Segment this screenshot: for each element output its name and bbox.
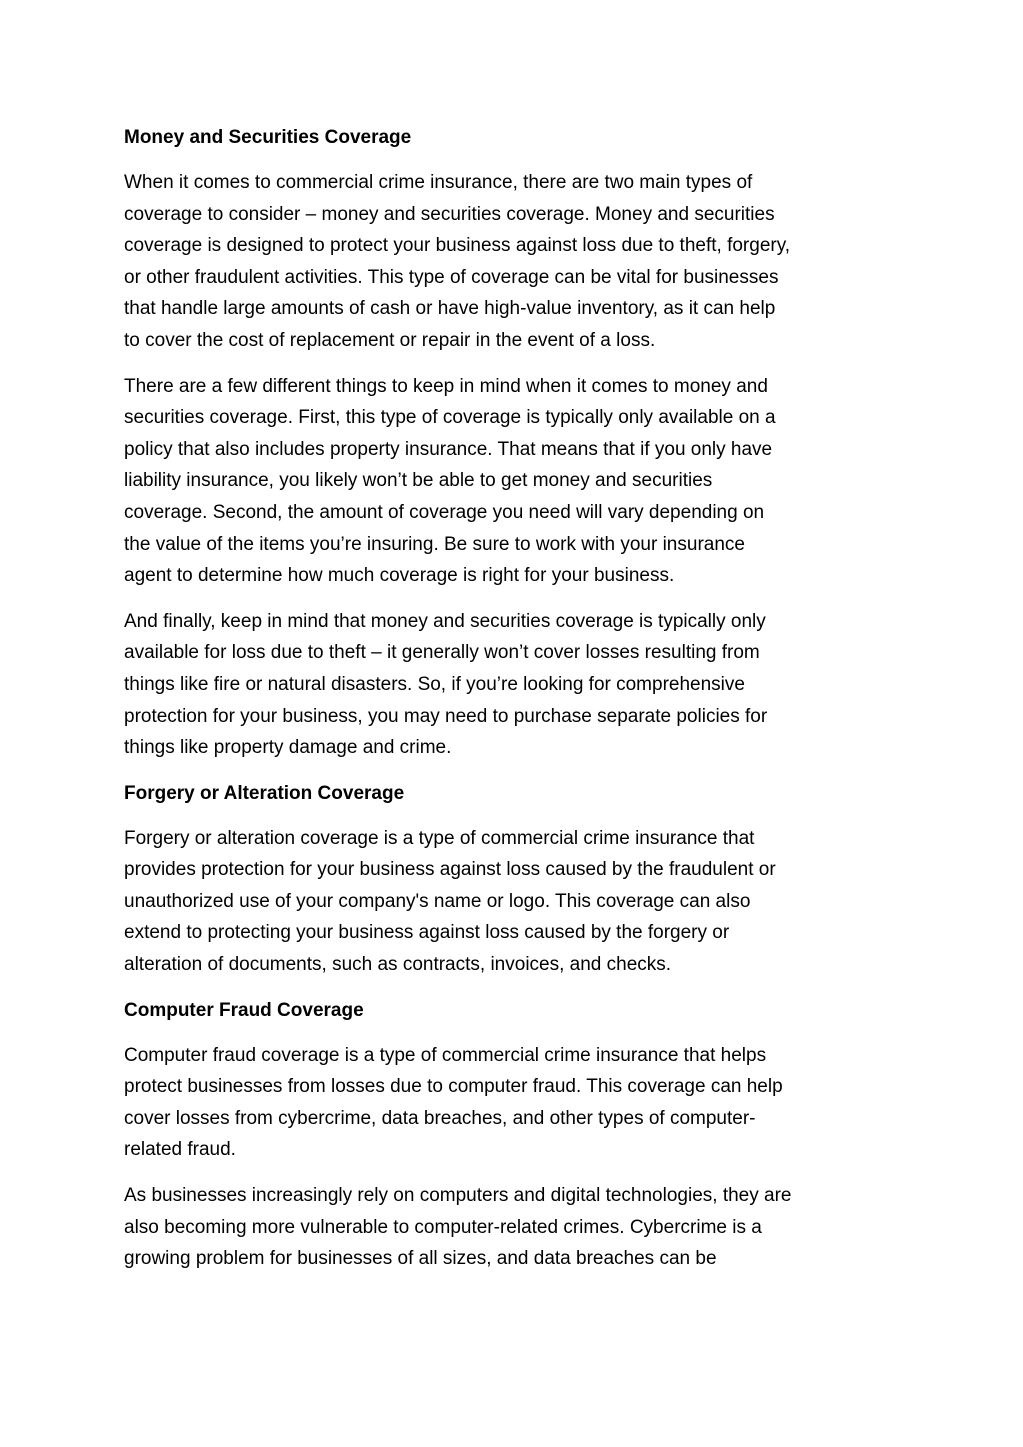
text-line: coverage. Second, the amount of coverage you need will vary depending on <box>124 501 765 523</box>
paragraph <box>124 823 904 981</box>
document-page <box>124 122 904 1289</box>
text-line: also becoming more vulnerable to computer-related crimes. Cybercrime is a <box>124 1216 762 1238</box>
text-line: And finally, keep in mind that money and securities coverage is typically only <box>124 610 766 632</box>
text-line: the value of the items you’re insuring. Be sure to work with your insurance <box>124 533 745 555</box>
paragraph <box>124 1040 904 1166</box>
text-line: things like fire or natural disasters. So, if you’re looking for comprehensive <box>124 673 745 695</box>
text-line: things like property damage and crime. <box>124 737 452 759</box>
text-line: that handle large amounts of cash or have high-value inventory, as it can help <box>124 298 776 320</box>
text-line: protection for your business, you may need to purchase separate policies for <box>124 705 768 727</box>
text-line: to cover the cost of replacement or repair in the event of a loss. <box>124 329 656 351</box>
text-line: liability insurance, you likely won’t be able to get money and securities <box>124 470 713 492</box>
text-line: As businesses increasingly rely on computers and digital technologies, they are <box>124 1185 792 1207</box>
text-line: protect businesses from losses due to computer fraud. This coverage can help <box>124 1076 783 1098</box>
text-line: Forgery or alteration coverage is a type of commercial crime insurance that <box>124 827 755 849</box>
text-line: There are a few different things to keep in mind when it comes to money and <box>124 375 768 397</box>
section-heading-forgery-alteration: Forgery or Alteration Coverage <box>124 782 405 804</box>
text-line: agent to determine how much coverage is right for your business. <box>124 565 675 587</box>
text-line: securities coverage. First, this type of coverage is typically only available on a <box>124 407 776 429</box>
paragraph <box>124 371 904 592</box>
text-line: available for loss due to theft – it generally won’t cover losses resulting from <box>124 642 760 664</box>
text-line: policy that also includes property insurance. That means that if you only have <box>124 438 773 460</box>
text-line: coverage to consider – money and securities coverage. Money and securities <box>124 203 775 225</box>
paragraph <box>124 1180 904 1275</box>
paragraph <box>124 606 904 764</box>
text-line: or other fraudulent activities. This type of coverage can be vital for businesses <box>124 266 779 288</box>
section-heading-money-securities: Money and Securities Coverage <box>124 127 412 148</box>
text-line: cover losses from cybercrime, data breaches, and other types of computer- <box>124 1107 756 1129</box>
text-line: Computer fraud coverage is a type of commercial crime insurance that helps <box>124 1044 767 1066</box>
text-line: provides protection for your business against loss caused by the fraudulent or <box>124 859 776 881</box>
text-line: growing problem for businesses of all sizes, and data breaches can be <box>124 1248 717 1270</box>
text-line: When it comes to commercial crime insurance, there are two main types of <box>124 172 753 193</box>
text-line: extend to protecting your business against loss caused by the forgery or <box>124 922 730 944</box>
section-heading-computer-fraud: Computer Fraud Coverage <box>124 999 364 1021</box>
paragraph <box>124 167 904 357</box>
text-line: coverage is designed to protect your business against loss due to theft, forgery, <box>124 235 791 257</box>
text-line: alteration of documents, such as contracts, invoices, and checks. <box>124 954 672 976</box>
text-line: related fraud. <box>124 1139 236 1161</box>
text-line: unauthorized use of your company's name or logo. This coverage can also <box>124 890 751 912</box>
